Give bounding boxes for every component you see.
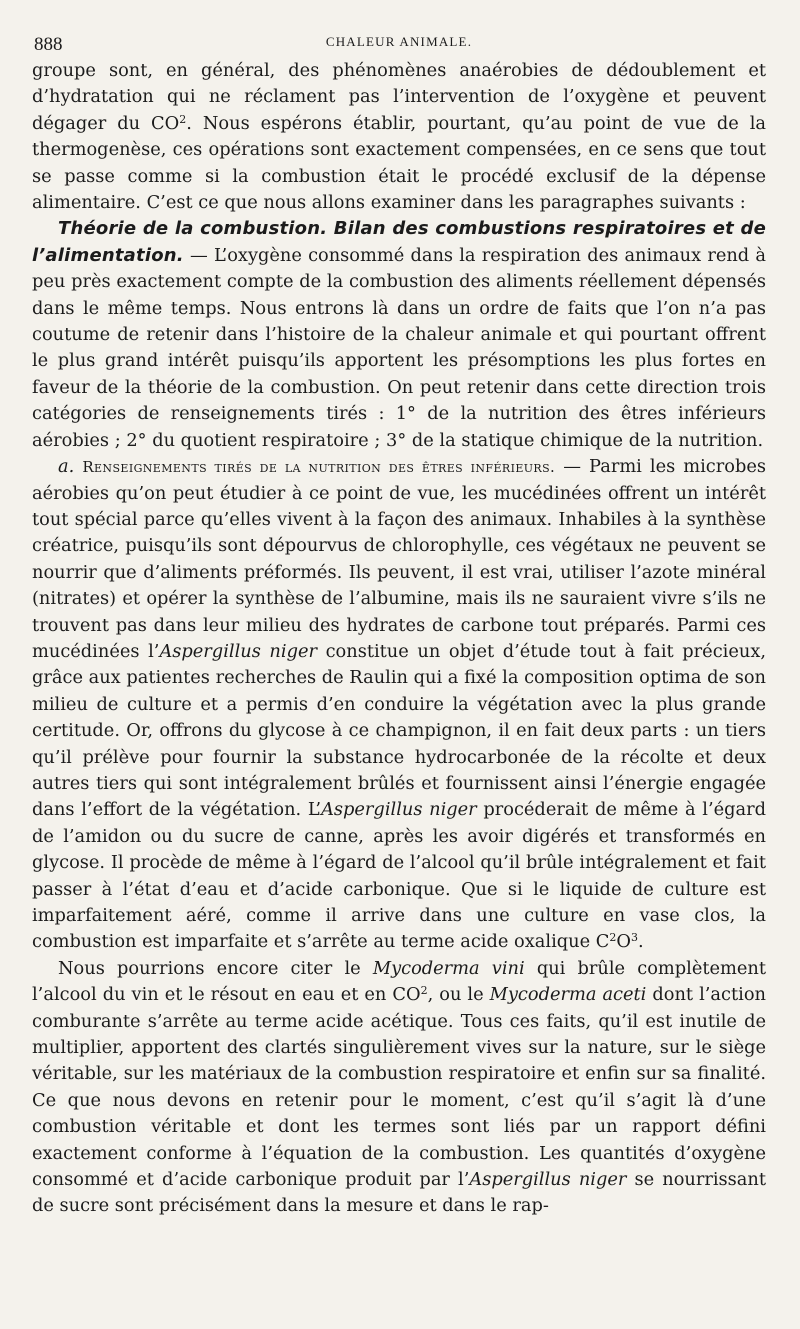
- species-name: Mycoderma aceti: [489, 984, 647, 1006]
- text-run: Nous pourrions encore citer le: [58, 957, 373, 979]
- species-name: Mycoderma vini: [372, 957, 525, 979]
- body-text: [32, 58, 766, 1220]
- subsection-heading: Renseignements tirés de la nutrition des êtres inférieurs.: [82, 458, 556, 477]
- superscript: 3: [630, 931, 638, 945]
- page-number: 888: [34, 34, 63, 55]
- section-heading: Théorie de la combustion. Bilan des combustions respiratoires et de l’alimentation.: [32, 218, 766, 266]
- species-name: Aspergillus niger: [159, 640, 317, 662]
- paragraph-inferior-beings: [32, 454, 766, 956]
- text-run: procéderait de même à l’égard de l’amidon ou du sucre de canne, après les avoir digérés et transformés en glycose. Il procède de même à l’égard de l’alcool qu’il brûle intégralement et fait passer à l’état d’eau et d’acide carbonique. Que si le liquide de culture est imparfaitement aéré, comme il arrive dans une culture en vase clos, la combustion est imparfaite et s’arrête au terme acide oxalique C: [32, 799, 766, 953]
- superscript: 2: [609, 931, 617, 945]
- superscript: 2: [179, 112, 187, 126]
- paragraph-combustion-theory: [32, 216, 766, 454]
- text-run: qui brûle complètement l’alcool du vin et le résout en eau et en CO: [32, 957, 767, 1006]
- text-run: . Nous espérons établir, pourtant, qu’au point de vue de la thermogenèse, ces opérations sont exactement compensées, en ce sens que tout se passe comme si la combustion était le procédé exclusif de la dépense alimentaire. C’est ce que nous allons examiner dans les paragraphes suivants :: [32, 112, 767, 214]
- paragraph-intro: [32, 58, 766, 216]
- text-run: — Parmi les microbes aérobies qu’on peut étudier à ce point de vue, les mucédinées offrent un intérêt tout spécial parce qu’elles vivent à la façon des animaux. Inhabiles à la synthèse créatrice, puisqu’ils sont dépourvus de chlorophylle, ces végétaux ne peuvent se nourrir que d’aliments préformés. Ils peuvent, il est vrai, utiliser l’azote minéral (nitrates) et opérer la synthèse de l’albumine, mais ils ne sauraient vivre s’ils ne trouvent pas dans leur milieu des hydrates de carbone tout préparés. Parmi ces mucédinées l’: [32, 456, 767, 662]
- text-run: , ou le: [427, 984, 490, 1006]
- text-run: .: [637, 931, 644, 953]
- running-title: CHALEUR ANIMALE.: [325, 34, 473, 49]
- text-run: se nourrissant de sucre sont précisément dans la mesure et dans le rap-: [32, 1169, 766, 1217]
- superscript: 2: [420, 984, 428, 998]
- text-run: dont l’action comburante s’arrête au terme acide acétique. Tous ces faits, qu’il est inutile de multiplier, apportent des clartés singulièrement vives sur la nature, sur le siège véritable, sur les matériaux de la combustion respiratoire et enfin sur sa finalité. Ce que nous devons en retenir pour le moment, c’est qu’il s’agit là d’une combustion véritable et dont les termes sont liés par un rapport défini exactement conforme à l’équation de la combustion. Les quantités d’oxygène consommé et d’acide carbonique produit par l’: [32, 984, 766, 1191]
- text-run: groupe sont, en général, des phénomènes anaérobies de dédoublement et d’hydratation qui ne réclament pas l’intervention de l’oxygène et peuvent dégager du CO: [32, 60, 766, 134]
- paragraph-mycoderma: [32, 956, 766, 1220]
- section-letter: a.: [58, 456, 75, 478]
- page-header: [32, 28, 766, 58]
- text-run: constitue un objet d’étude tout à fait précieux, grâce aux patientes recherches de Raulin qui a fixé la composition optima de son milieu de culture et a permis d’en conduire la végétation avec la plus grande certitude. Or, offrons du glycose à ce champignon, il en fait deux parts : un tiers qu’il prélève pour fournir la substance hydrocarbonée de la récolte et deux autres tiers qui sont intégralement brûlés et fournissent ainsi l’énergie engagée dans l’effort de la végétation. L’: [32, 640, 767, 821]
- text-run: — L’oxygène consommé dans la respiration des animaux rend à peu près exactement compte de la combustion des aliments réellement dépensés dans le même temps. Nous entrons là dans un ordre de faits que l’on n’a pas coutume de retenir dans l’histoire de la chaleur animale et qui pourtant offrent le plus grand intérêt puisqu’ils apportent les présomptions les plus fortes en faveur de la théorie de la combustion. On peut retenir dans cette direction trois catégories de renseignements tirés : 1° de la nutrition des êtres inférieurs aérobies ; 2° du quotient respiratoire ; 3° de la statique chimique de la nutrition.: [32, 244, 766, 451]
- species-name: Aspergillus niger: [469, 1169, 627, 1191]
- species-name: Aspergillus niger: [321, 799, 477, 821]
- text-run: O: [616, 931, 631, 953]
